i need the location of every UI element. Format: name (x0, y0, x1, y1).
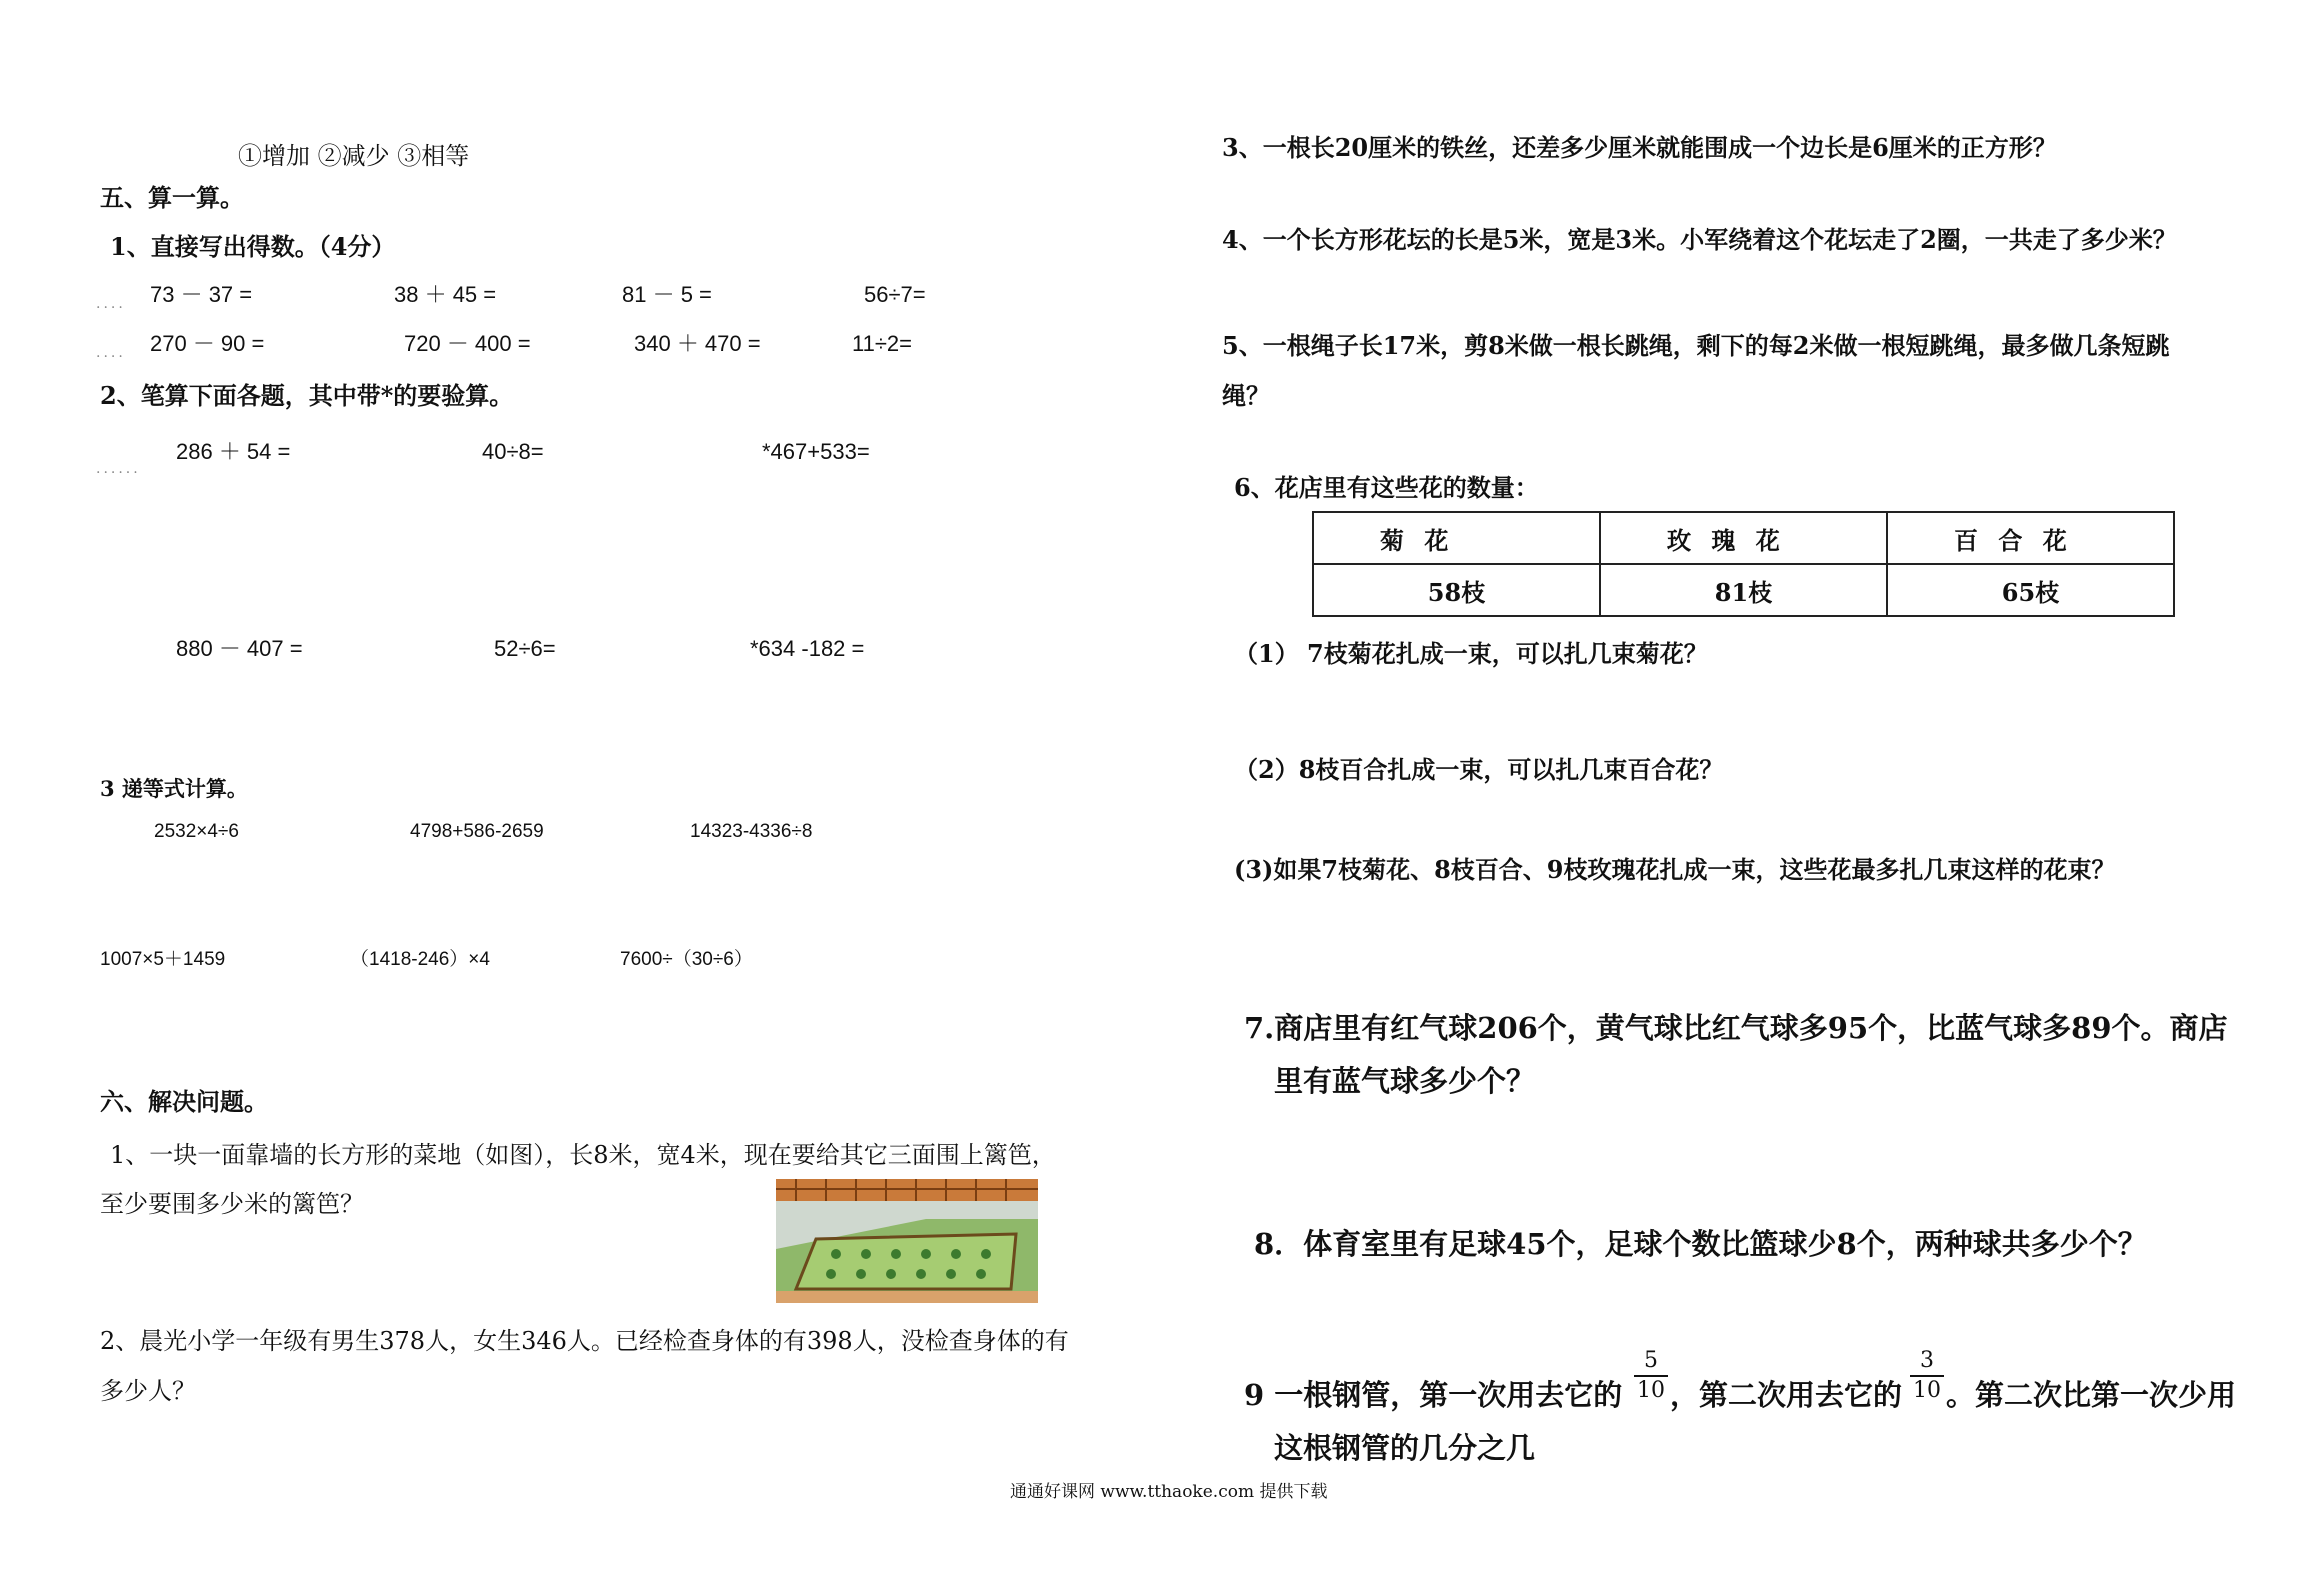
problem-5-line2: 绳？ (1222, 381, 1270, 410)
problem-9-line2: 这根钢管的几分之几 (1274, 1431, 1536, 1465)
problem-6-3: (3)如果7枝菊花、8枝百合、9枝玫瑰花扎成一束，这些花最多扎几束这样的花束？ (1234, 855, 2116, 884)
section-6-title: 六、解决问题。 (100, 1087, 268, 1116)
q2-heading: 2、笔算下面各题，其中带*的要验算。 (100, 381, 514, 410)
q2-item: *634 -182 = (750, 636, 865, 661)
problem-2-line1: 2、晨光小学一年级有男生378人，女生346人。已经检查身体的有398人，没检查身体的有 (100, 1327, 1069, 1355)
problem-1-line2: 至少要围多少米的篱笆？ (100, 1190, 364, 1218)
problem-1-line1: 1、一块一面靠墙的长方形的菜地（如图），长8米，宽4米，现在要给其它三面围上篱笆， (110, 1141, 1056, 1169)
problem-6: 6、花店里有这些花的数量： (1234, 473, 1539, 502)
q3-item: （1418-246）×4 (350, 949, 490, 970)
problem-7-line2: 里有蓝气球多少个？ (1274, 1064, 1536, 1098)
q3-item: 14323-4336÷8 (690, 821, 813, 842)
table-header-chrysanthemum: 菊 花 (1313, 512, 1600, 564)
q3-heading: 3 递等式计算。 (100, 776, 248, 801)
q3-item: 7600÷（30÷6） (620, 949, 753, 970)
table-value-lily: 65枝 (1887, 564, 2174, 616)
flower-count-table (1312, 511, 2175, 617)
table-header-rose: 玫 瑰 花 (1600, 512, 1887, 564)
q1-item: 56÷7= (864, 282, 926, 307)
fraction-five-tenths: 5 10 (1634, 1350, 1668, 1402)
q1-item: 11÷2= (852, 331, 912, 356)
problem-4: 4、一个长方形花坛的长是5米，宽是3米。小军绕着这个花坛走了2圈，一共走了多少米？ (1222, 225, 2177, 254)
q1-item: 38 ＋ 45 = (394, 282, 497, 307)
q2-item: 40÷8= (482, 439, 544, 464)
q3-item: 1007×5＋1459 (100, 949, 226, 970)
q2-item: 880 － 407 = (176, 636, 303, 661)
problem-6-2: （2）8枝百合扎成一束，可以扎几束百合花？ (1234, 755, 1724, 784)
q2-item: 286 ＋ 54 = (176, 439, 291, 464)
problem-9-part-c: 。第二次比第一次少用 (1946, 1378, 2237, 1412)
fraction-three-tenths: 3 10 (1910, 1350, 1944, 1402)
problem-9-part-a: 9 一根钢管，第一次用去它的 (1244, 1378, 1623, 1412)
problem-7-line1: 7.商店里有红气球206个，黄气球比红气球多95个，比蓝气球多89个。商店 (1244, 1011, 2228, 1045)
footer-credit: 通通好课网 www.tthaoke.com 提供下载 (1010, 1482, 1328, 1502)
problem-9-part-b: ，第二次用去它的 (1670, 1378, 1903, 1412)
problem-3: 3、一根长20厘米的铁丝，还差多少厘米就能围成一个边长是6厘米的正方形？ (1222, 133, 2057, 162)
q1-item: 73 － 37 = (150, 282, 253, 307)
q1-item: 340 ＋ 470 = (634, 331, 761, 356)
problem-8: 8．体育室里有足球45个，足球个数比篮球少8个，两种球共多少个？ (1254, 1227, 2147, 1261)
q2-item: 52÷6= (494, 636, 556, 661)
table-value-chrysanthemum: 58枝 (1313, 564, 1600, 616)
section-5-title: 五、算一算。 (100, 183, 244, 212)
q1-item: 720 － 400 = (404, 331, 531, 356)
q3-item: 2532×4÷6 (154, 821, 239, 842)
vegetable-garden-illustration (776, 1179, 1038, 1303)
q2-item: *467+533= (762, 439, 870, 464)
answer-options: ①增加 ②减少 ③相等 (238, 142, 470, 170)
q1-item: 81 － 5 = (622, 282, 712, 307)
table-header-lily: 百 合 花 (1887, 512, 2174, 564)
problem-2-line2: 多少人？ (100, 1377, 196, 1405)
problem-5-line1: 5、一根绳子长17米，剪8米做一根长跳绳，剩下的每2米做一根短跳绳，最多做几条短跳 (1222, 331, 2170, 360)
table-value-rose: 81枝 (1600, 564, 1887, 616)
q3-item: 4798+586-2659 (410, 821, 544, 842)
problem-6-1: （1） 7枝菊花扎成一束，可以扎几束菊花？ (1234, 639, 1708, 668)
q1-heading: 1、直接写出得数。（4分） (110, 232, 396, 261)
q1-item: 270 － 90 = (150, 331, 265, 356)
